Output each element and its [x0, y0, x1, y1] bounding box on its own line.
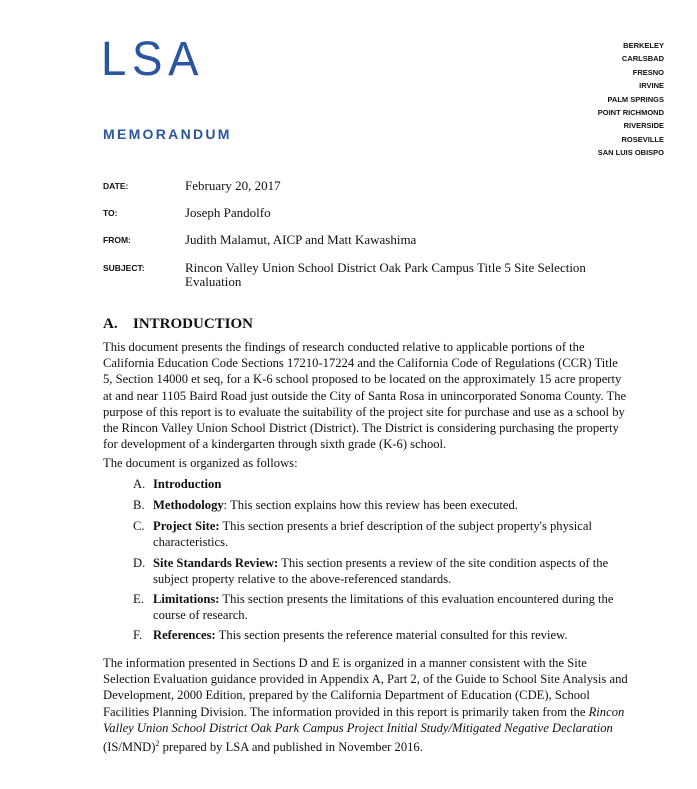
office: BERKELEY — [623, 41, 664, 50]
list-item — [133, 555, 623, 587]
closing-abbr: (IS/MND) — [103, 740, 156, 755]
section-heading — [103, 316, 253, 333]
from-label: FROM: — [103, 235, 131, 245]
office: IRVINE — [639, 81, 664, 91]
intro-paragraph: This document presents the findings of research conducted relative to applicable portions of the California Education Code Sections 17210-17224 and the California Code of Regulations (CCR) Title 5, Section 14000 et seq, for a K-6 school proposed to be located on the approximately 15 acre property at and near 1105 Baird Road just outside the City of Santa Rosa in unincorporated Sonoma County. The purpose of this report is to evaluate the suitability of the project site for purchase and use as a school by the Rincon Valley Union School District (District). The District is considering purchasing the property for development of a kindergarten through sixth grade (K-6) school. — [103, 340, 627, 452]
list-term: Site Standards Review: — [153, 556, 279, 570]
list-term: References: — [153, 628, 216, 642]
list-desc: This section presents a brief description of the subject property's physical characteristics. — [153, 519, 592, 549]
list-marker: D. — [133, 556, 146, 570]
to-value: Joseph Pandolfo — [185, 205, 271, 220]
list-item — [133, 476, 623, 492]
list-marker: C. — [133, 519, 145, 533]
list-desc: This section presents the limitations of this evaluation encountered during the course of research. — [153, 592, 614, 622]
list-item — [133, 627, 623, 643]
closing-paragraph — [103, 655, 628, 755]
section-title: INTRODUCTION — [133, 316, 254, 332]
organized-text: The document is organized as follows: — [103, 456, 298, 470]
office: PALM SPRINGS — [607, 94, 664, 104]
office: ROSEVILLE — [621, 134, 664, 144]
closing-text: The information presented in Sections D and E is organized in a manner consistent with the Site Selection Evaluation guidance provided in Appendix A, Part 2, of the Guide to School Site Analysis and Development, 2000 Edition, prepared by the California Department of Education (CDE), School Facilities Planning Division. The information provided in this report is primarily taken from the — [103, 656, 628, 719]
document-type: MEMORANDUM — [103, 126, 232, 142]
list-desc: This section presents a review of the site condition aspects of the subject property relative to the above-referenced standards. — [153, 556, 609, 586]
list-desc: : This section explains how this review has been executed. — [223, 498, 518, 512]
list-item — [133, 518, 623, 550]
subject-value: Rincon Valley Union School District Oak Park Campus Title 5 Site Selection Evaluation — [185, 260, 586, 289]
date-value: February 20, 2017 — [185, 178, 281, 193]
office: RIVERSIDE — [623, 121, 664, 131]
lsa-logo: LSA — [101, 33, 205, 86]
office: SAN LUIS OBISPO — [597, 148, 664, 158]
list-term: Introduction — [153, 477, 222, 491]
closing-end: prepared by LSA and published in November 2016. — [159, 740, 423, 755]
office: POINT RICHMOND — [597, 108, 664, 118]
subject-label: SUBJECT: — [103, 263, 145, 273]
date-label: DATE: — [103, 181, 129, 191]
list-desc: This section presents the reference material consulted for this review. — [215, 628, 568, 642]
office-list — [598, 39, 664, 160]
to-label: TO: — [103, 208, 118, 218]
list-item — [133, 497, 623, 513]
section-number: A. — [103, 316, 118, 332]
office: FRESNO — [632, 67, 664, 77]
footnote-ref[interactable]: 2 — [155, 739, 160, 749]
list-marker: A. — [133, 477, 146, 491]
list-marker: F. — [133, 628, 143, 642]
list-item — [133, 591, 623, 623]
document-title: Rincon Valley Union School District Oak Park Campus Project Initial Study/Mitigated Negative Declaration — [103, 704, 625, 735]
list-term: Methodology — [153, 498, 224, 512]
list-marker: E. — [133, 592, 144, 606]
office: CARLSBAD — [621, 54, 664, 64]
list-term: Project Site: — [153, 519, 220, 533]
list-term: Limitations: — [153, 592, 220, 606]
from-value: Judith Malamut, AICP and Matt Kawashima — [185, 232, 417, 247]
list-marker: B. — [133, 498, 145, 512]
